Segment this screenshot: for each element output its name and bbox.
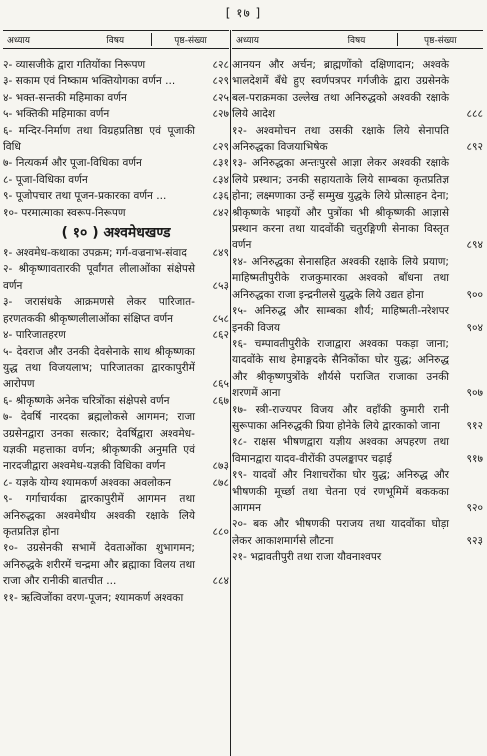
entry-text: ७- देवर्षि नारदका ब्रह्मलोकसे आगमन; राजा उग्रसेनद्वारा उनका सत्कार; देवर्षिद्वारा अश्वमेध-यज्ञकी महत्ताका वर्णन; श्रीकृष्णकी अनुमति एवं नारदजीद्वारा अश्वमेध-यज्ञकी विधिका वर्णन: [3, 411, 195, 473]
entry-text: ४- भक्त-सन्तकी महिमाका वर्णन: [3, 91, 127, 104]
header-page: पृष्ठ-संख्या: [151, 33, 229, 46]
index-entry: [3, 590, 229, 606]
entry-page: ८२८: [212, 59, 229, 71]
entry-text: ११- ऋत्विजोंका वरण-पूजन; श्यामकर्ण अश्वका: [3, 591, 184, 604]
entry-page: ८३४: [212, 173, 229, 186]
entry-text: ९- पूजोपचार तथा पूजन-प्रकारका वर्णन ...: [3, 190, 167, 203]
entry-page: ८४२: [212, 206, 229, 219]
entry-text: १४- अनिरुद्धका सेनासहित अश्वकी रक्षाके लिये प्रयाण; माहिष्मतीपुरीके राजकुमारका अश्वको बाँधना तथा अनिरुद्धका राजा इन्द्रनीलसे युद्धके लिये उद्यत होना: [232, 255, 449, 301]
entry-text: १३- अनिरुद्धका अन्तःपुरसे आज्ञा लेकर अश्वकी रक्षाके लिये प्रस्थान; उनकी सहायताके लिये साम्बका कृतप्रतिज्ञ होना; लक्ष्मणाका उन्हें सम्मुख युद्धके लिये प्रोत्साहन देना; श्रीकृष्णके भाइयों और पुत्रोंका भी श्रीकृष्णकी आज्ञासे प्रस्थान करना तथा यादवोंकी चतुरङ्गिणी सेनाका विस्तृत वर्णन: [232, 157, 449, 252]
entry-page: ९००: [466, 288, 483, 301]
entry-text: २०- बक और भीषणकी पराजय तथा यादवोंका घोड़ा लेकर आकाशमार्गसे लौटना: [232, 518, 449, 547]
entry-page: ९२३: [466, 534, 483, 547]
entry-page: ८९२: [466, 141, 483, 154]
entry-page: ९०४: [466, 321, 483, 334]
entry-text: १६- चम्पावतीपुरीके राजाद्वारा अश्वका पकड़ा जाना; यादवोंके साथ हेमाङ्गदके सैनिकोंका घोर युद्ध; अनिरुद्ध और श्रीकृष्णपुत्रोंके शौर्यसे पराजित राजाका उनकी शरणमें आना: [232, 337, 449, 400]
right-table-header: [232, 30, 483, 49]
entry-text: ६- श्रीकृष्णके अनेक चरित्रोंका संक्षेपसे वर्णन: [3, 394, 170, 407]
entry-text: ३- जरासंधके आक्रमणसे लेकर पारिजात-हरणतककी श्रीकृष्णलीलाओंका संक्षिप्त वर्णन: [3, 296, 195, 325]
index-entry: [3, 172, 229, 188]
entry-text: १- अश्वमेध-कथाका उपक्रम; गर्ग-वज्रनाभ-संवाद: [3, 247, 187, 260]
index-entry: [232, 155, 483, 253]
entry-page: ८७३: [212, 460, 229, 473]
index-entry: [232, 254, 483, 303]
entry-page: ८२७: [212, 108, 229, 121]
entry-text: आनयन और अर्चन; ब्राह्मणोंको दक्षिणादान; अश्वके भालदेशमें बँधे हुए स्वर्णपत्रपर गर्गजीके द्वारा उग्रसेनके बल-पराक्रमका उल्लेख तथा अनिरुद्धको अश्वकी रक्षाके लिये आदेश: [232, 59, 449, 121]
index-entry: [3, 123, 229, 156]
entry-text: ६- मन्दिर-निर्माण तथा विग्रहप्रतिष्ठा एवं पूजाकी विधि: [3, 124, 195, 154]
entry-page: ९२०: [466, 501, 483, 514]
index-entry: [3, 294, 229, 327]
entry-page: ८५३: [212, 279, 229, 292]
entry-text: १०- परमात्माका स्वरूप-निरूपण: [3, 206, 126, 219]
index-entry: [232, 123, 483, 156]
entry-text: १८- राक्षस भीषणद्वारा यज्ञीय अश्वका अपहरण तथा विमानद्वारा यादव-वीरोंकी उपलङ्कापर चढ़ाई: [232, 436, 449, 465]
index-entry: [232, 434, 483, 467]
entry-page: ८२५: [212, 91, 229, 104]
entry-page: ८२९: [212, 75, 229, 88]
header-subject: विषय: [106, 36, 125, 46]
entry-page: ८२९: [212, 141, 229, 154]
entry-page: ८६५: [212, 378, 229, 391]
index-entry: [3, 205, 229, 221]
index-entry: [3, 491, 229, 540]
entry-page: ९०७: [466, 387, 483, 400]
entry-text: २- व्यासजीके द्वारा गतियोंका निरूपण: [3, 59, 146, 71]
column-divider: [230, 30, 231, 756]
entry-text: १५- अनिरुद्ध और साम्बका शौर्य; माहिष्मती-नरेशपर इनकी विजय: [232, 305, 449, 334]
entry-text: ९- गर्गाचार्यका द्वारकापुरीमें आगमन तथा अनिरुद्धका अश्वमेधीय अश्वकी रक्षाके लिये कृतप्रतिज्ञ होना: [3, 493, 195, 538]
left-table-header: [3, 30, 229, 49]
entry-page: ८६७: [212, 394, 229, 407]
entry-page: ९१२: [466, 419, 483, 432]
index-entry: [3, 73, 229, 89]
entry-text: १९- यादवों और निशाचरोंका घोर युद्ध; अनिरुद्ध और भीषणकी मूर्च्छा तथा चेतना एवं रणभूमिमें बककका आगमन: [232, 469, 449, 514]
page-number: [ १७ ]: [225, 6, 262, 20]
entry-page: ८८८: [466, 108, 483, 121]
index-entry: [3, 90, 229, 106]
entry-text: १७- स्त्री-राज्यपर विजय और वहाँकी कुमारी रानी सुरूपाका अनिरुद्धकी प्रिया होनेके लिये द्वारकाको जाना: [232, 403, 449, 432]
entry-page: ९१७: [466, 452, 483, 465]
index-entry: [3, 245, 229, 261]
left-column: [3, 30, 229, 606]
right-entries: [232, 49, 483, 566]
entry-text: ५- देवराज और उनकी देवसेनाके साथ श्रीकृष्णका युद्ध तथा विजयलाभ; पारिजातका द्वारकापुरीमें आरोपण: [3, 345, 195, 391]
header-chapter: अध्याय: [7, 36, 31, 46]
header-chapter: अध्याय: [236, 36, 260, 46]
entry-page: ८६२: [212, 329, 229, 342]
index-entry: [232, 303, 483, 336]
index-entry: [232, 402, 483, 435]
entry-page: ८८४: [212, 575, 229, 588]
index-entry: [232, 467, 483, 516]
entry-page: ८४९: [212, 247, 229, 260]
header-page: पृष्ठ-संख्या: [397, 33, 483, 46]
index-entry: [3, 188, 229, 204]
index-entry: [3, 475, 229, 491]
section-title: ( १० ) अश्वमेधखण्ड: [61, 225, 171, 242]
index-entry: [232, 549, 483, 565]
right-column: [232, 30, 483, 566]
index-entry: [3, 261, 229, 294]
entry-page: ८५८: [212, 312, 229, 325]
index-entry: [232, 336, 483, 402]
entry-text: २१- भद्रावतीपुरी तथा राजा यौवनाश्वपर: [232, 551, 382, 564]
entry-text: ४- पारिजातहरण: [3, 329, 66, 342]
left-section-entries: [3, 245, 229, 606]
index-entry: [232, 516, 483, 549]
index-entry: [3, 57, 229, 73]
entry-text: १०- उग्रसेनकी सभामें देवताओंका शुभागमन; अनिरुद्धके शरीरमें चन्द्रमा और ब्रह्माका विलय तथा राजा और रानीकी बातचीत ...: [3, 542, 195, 588]
index-entry: [3, 393, 229, 409]
entry-page: ८९४: [466, 239, 483, 252]
entry-text: ८- यज्ञके योग्य श्यामकर्ण अश्वका अवलोकन: [3, 476, 172, 489]
entry-text: ८- पूजा-विधिका वर्णन: [3, 173, 88, 186]
entry-page: ८८०: [212, 525, 229, 538]
left-top-entries: [3, 49, 229, 221]
entry-text: ७- नित्यकर्म और पूजा-विधिका वर्णन: [3, 157, 142, 170]
entry-text: ५- भक्तिकी महिमाका वर्णन: [3, 108, 110, 121]
entry-text: २- श्रीकृष्णावतारकी पूर्वांगत लीलाओंका संक्षेपसे वर्णन: [3, 263, 195, 292]
index-entry: [3, 344, 229, 393]
header-subject: विषय: [347, 36, 366, 46]
entry-text: ३- सकाम एवं निष्काम भक्तियोगका वर्णन ...: [3, 75, 176, 88]
index-entry: [3, 106, 229, 122]
entry-page: ८३१: [212, 157, 229, 170]
index-entry: [3, 409, 229, 475]
index-entry: [3, 327, 229, 343]
entry-page: ८३६: [212, 190, 229, 203]
index-entry: [3, 540, 229, 589]
entry-text: १२- अश्वमोचन तथा उसकी रक्षाके लिये सेनापति अनिरुद्धका विजयाभिषेक: [232, 124, 449, 154]
index-entry: [232, 57, 483, 123]
entry-page: ८७८: [212, 476, 229, 489]
index-entry: [3, 155, 229, 171]
